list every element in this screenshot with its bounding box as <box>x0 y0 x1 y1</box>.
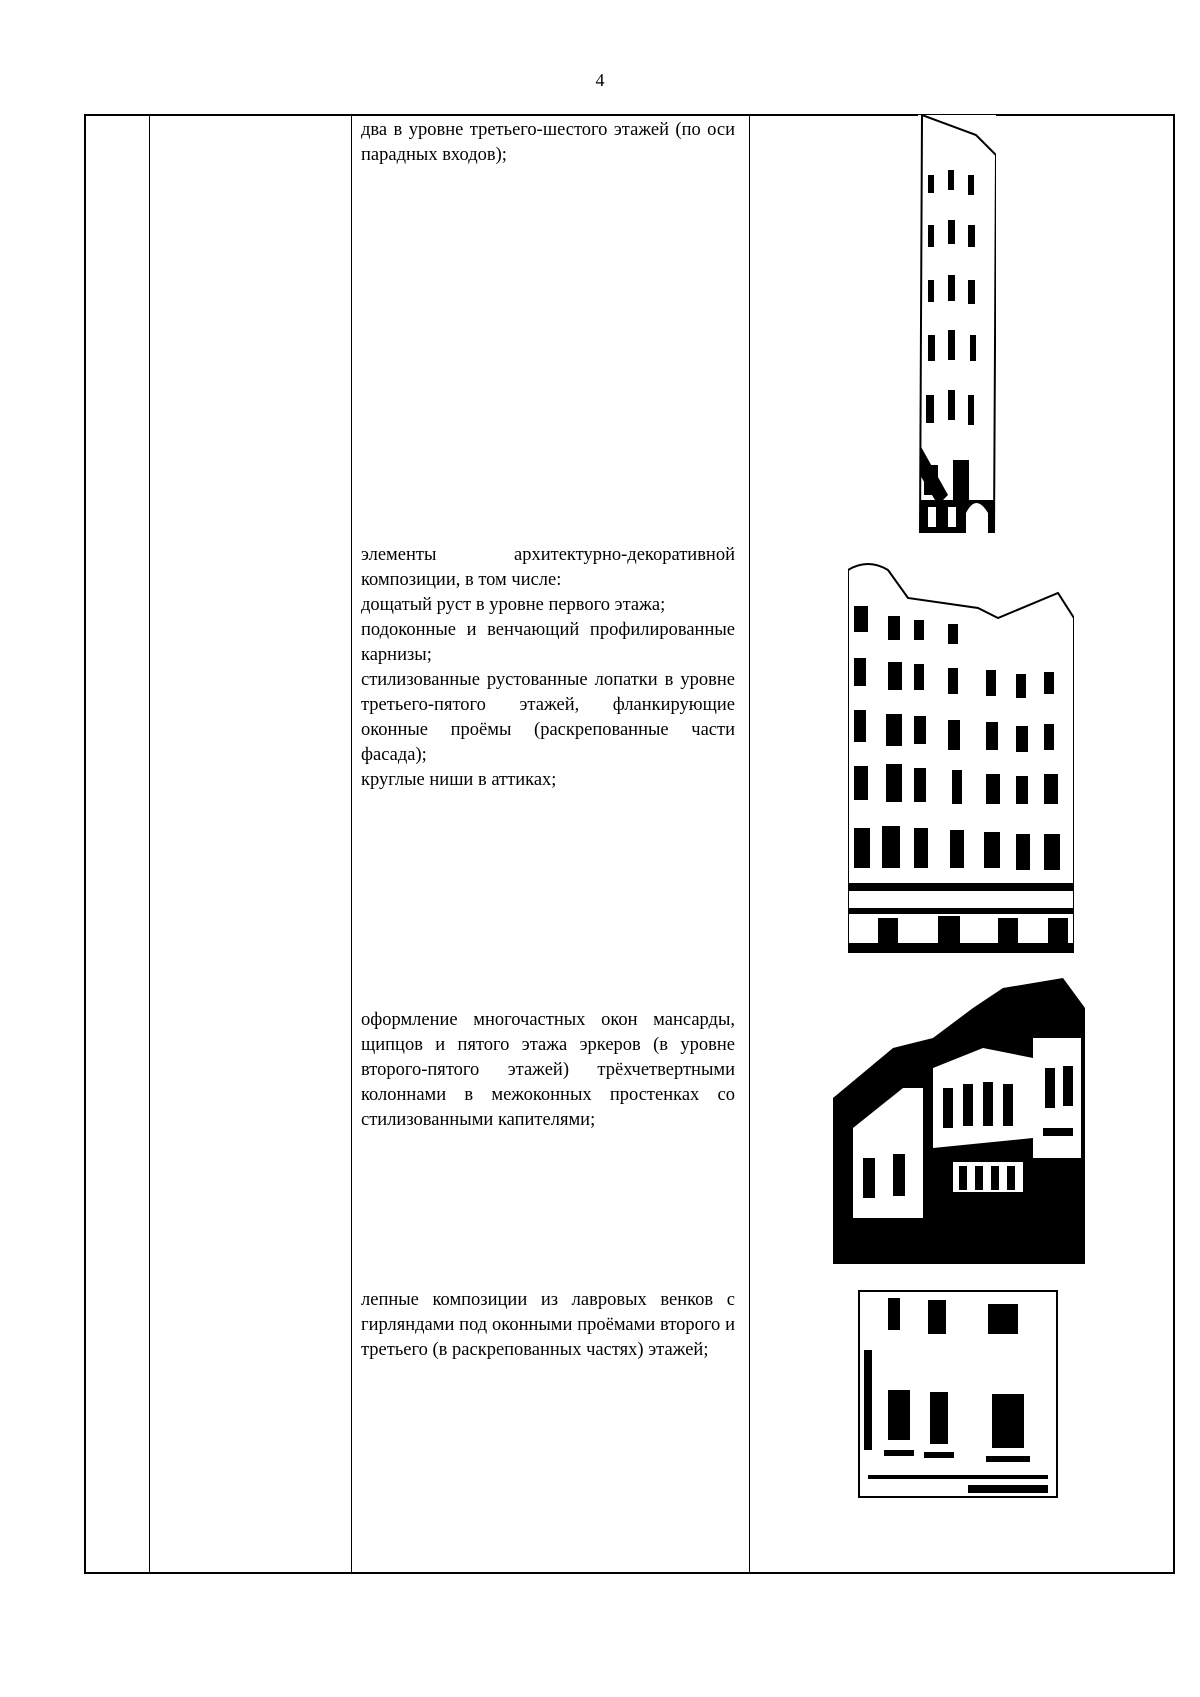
column-divider <box>351 116 352 1572</box>
description-line: элементы архитектурно-декоративной композиции, в том числе: <box>361 545 735 590</box>
table-cell-description <box>361 118 735 168</box>
description-line: лепные композиции из лавровых венков с гирляндами под оконными проёмами второго и третьего (в раскрепованных частях) этажей; <box>361 1290 735 1360</box>
description-line: оформление многочастных окон мансарды, щипцов и пятого этажа эркеров (в уровне второго-пятого этажей) трёхчетвертными колоннами в межоконных простенках со стилизованными капителями; <box>361 1010 735 1130</box>
column-divider <box>149 116 150 1572</box>
description-line: два в уровне третьего-шестого этажей (по оси парадных входов); <box>361 120 735 165</box>
table-cell-description <box>361 1288 735 1363</box>
column-divider <box>749 116 750 1572</box>
building-facade-photo <box>848 558 1074 953</box>
building-facade-photo <box>833 978 1085 1264</box>
description-line: круглые ниши в аттиках; <box>361 770 557 790</box>
building-facade-photo <box>858 1290 1058 1498</box>
table-cell-description <box>361 1008 735 1133</box>
description-line: стилизованные рустованные лопатки в уровне третьего-пятого этажей, фланкирующие оконные проёмы (раскрепованные части фасада); <box>361 670 735 765</box>
building-facade-photo <box>918 115 996 533</box>
table-cell-description <box>361 543 735 793</box>
description-line: подоконные и венчающий профилированные карнизы; <box>361 620 735 665</box>
page-number: 4 <box>595 70 605 90</box>
description-line: дощатый руст в уровне первого этажа; <box>361 595 666 615</box>
